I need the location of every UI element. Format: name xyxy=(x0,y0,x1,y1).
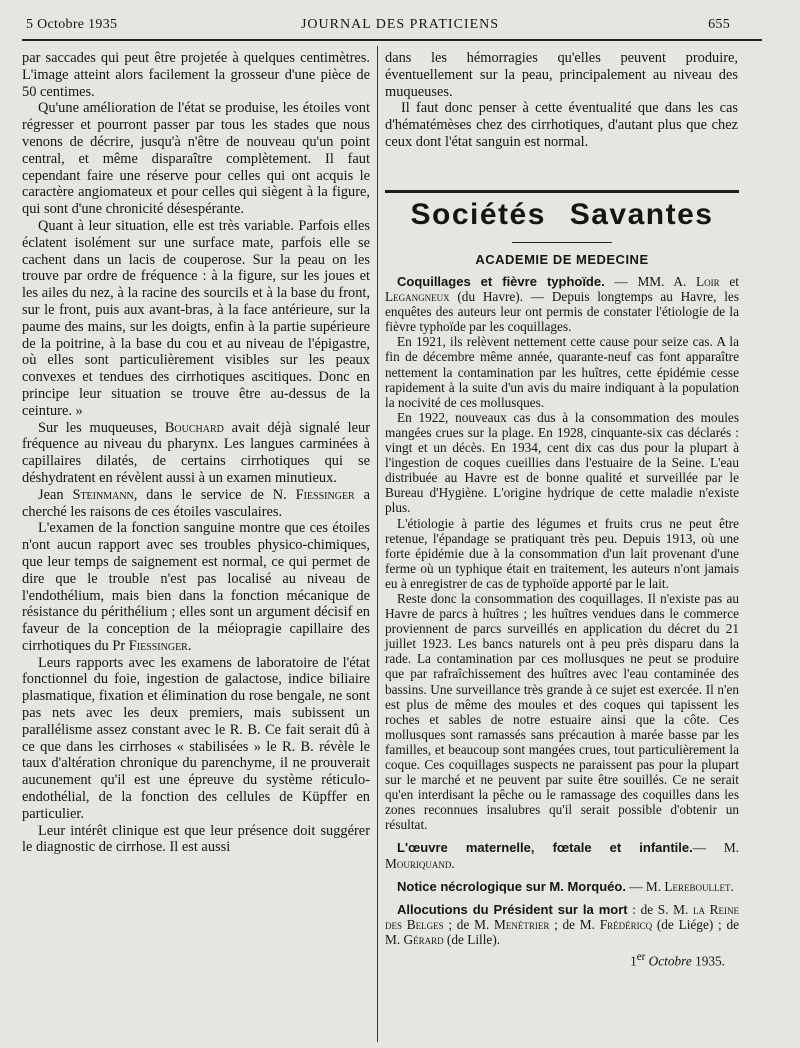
paragraph xyxy=(22,520,370,654)
item-title: Notice nécrologique sur M. Morquéo. xyxy=(397,878,626,894)
date-superscript: er xyxy=(636,951,646,964)
section-separator xyxy=(385,190,739,193)
author-name: Steinmann xyxy=(72,486,134,503)
author-name: Loir xyxy=(696,274,720,289)
paragraph: par saccades qui peut être projetée à quelques centimètres. L'image atteint alors facilement la grosseur d'une pièce de 50 centimes. xyxy=(22,50,370,100)
text-run: (de Lille). xyxy=(443,931,501,947)
header-rule xyxy=(22,39,762,41)
item-text xyxy=(385,840,739,870)
paragraph: Qu'une amélioration de l'état se produise, les étoiles vont régresser et pourront passer par tous les stades que nous venons de décrire, jusqu'à n'être de nouveau qu'un point central, et même disparaître complètement. Il faut cependant faire une réserve pour celles qui ont acquis le caractère angiomateux et pour celles qui siègent à la figure, qui sont d'une chronicité désespérante. xyxy=(22,100,370,218)
author-name: Lereboullet xyxy=(664,878,731,894)
text-run: . xyxy=(730,878,734,894)
paragraph: Leurs rapports avec les examens de laboratoire de l'état fonctionnel du foie, ingestion de galactose, indice biliaire plasmatique, fixation et élimination du rose bengale, ne sont pas nets avec les deux premiers, mais subissent un parallélisme assez constant avec le R. B. Ce fait serait dû à ce que dans les cirrhoses « stabilisées » le R. B. révèle le taux d'altération chronique du parenchyme, il ne prouverait aucunement qu'il est une épreuve du système réticulo-endothélial, de la fonction des cellules de Küpffer en particulier. xyxy=(22,654,370,822)
text-run: , dans le service de N. xyxy=(133,486,296,503)
report-item xyxy=(385,840,739,870)
item-title: L'œuvre maternelle, fœtale et infantile. xyxy=(397,840,693,856)
author-name: Bouchard xyxy=(164,419,224,436)
date-year: 1935. xyxy=(695,953,725,969)
header-journal-title: JOURNAL DES PRATICIENS xyxy=(300,17,500,32)
item-text xyxy=(385,879,739,894)
text-run: ; de M. xyxy=(443,916,494,932)
header-date: 5 Octobre 1935 xyxy=(26,17,118,32)
person-name: la Reine des Belges xyxy=(385,901,740,932)
item-text xyxy=(385,902,739,947)
text-run: (du Havre). — Depuis longtemps au Havre, les enquêtes des auteurs leur ont permis de constater l'étiologie de la fièvre typhoïde par les coquillages. xyxy=(385,289,739,335)
person-name: Frédéricq xyxy=(599,916,653,932)
paragraph xyxy=(22,487,370,521)
date-day: 1 xyxy=(630,953,637,969)
paragraph: Il faut donc penser à cette éventualité que dans les cas d'hématémèses chez des cirrhotiques, d'autant plus que chez ceux dont l'état sanguin est normal. xyxy=(385,100,738,150)
title-abbrev: Pr xyxy=(112,637,126,654)
title-underline xyxy=(512,242,612,243)
text-run: — MM. A. xyxy=(604,274,697,289)
paragraph: L'étiologie à partie des légumes et fruits crus ne peut être retenue, l'épandage se pratiquant très peu. Depuis 1913, où une forte épidémie due à la consommation d'un lait provenant d'une ferme où un typhique était en traitement, les auteurs n'ont jamais eu à enregistrer de cas de typhoïde apporté par le lait. xyxy=(385,515,739,591)
date-month: Octobre xyxy=(648,953,692,969)
person-name: Gérard xyxy=(403,931,444,947)
person-name: Menétrier xyxy=(494,916,550,932)
text-run: . xyxy=(187,637,192,654)
paragraph: En 1921, ils relèvent nettement cette cause pour seize cas. A la fin de décembre même année, quarante-neuf cas font apparaître nettement la contamination par les huîtres, cette épidémie cesse rapidement à la suite d'un avis du maire indiquant à la population la nocivité de ces mollusques. xyxy=(385,334,739,410)
text-run: et xyxy=(719,274,739,289)
text-run: Jean xyxy=(38,486,73,503)
paragraph: En 1922, nouveaux cas dus à la consommation des moules mangées crues sur la plage. En 1928, cinquante-six cas déclarés : vingt et un décès. En 1934, cent dix cas dus pour la plupart à l'ingestion de coques cueillies dans l'estuaire de la Seine. L'eau distribuée au Havre est de bonne qualité et surveillée par le Bureau d'Hygiène. L'origine hydrique de cette maladie n'existe plus. xyxy=(385,409,739,516)
paragraph: Leur intérêt clinique est que leur présence doit suggérer le diagnostic de cirrhose. Il est aussi xyxy=(22,822,370,856)
paragraph xyxy=(22,420,370,487)
text-run: Sur les muqueuses, xyxy=(38,419,165,436)
author-name: Fiessinger xyxy=(128,637,188,654)
report-date xyxy=(385,950,739,969)
paragraph: Quant à leur situation, elle est très variable. Parfois elles éclatent isolément sur une surface mate, parfois elle se cachent dans un lacis de couperose. Sur la peau on les trouve par ordre de fréquence : à la figure, sur les joues et les ailes du nez, à la racine des sourcils et à la base du front, sur le front, puis aux avant-bras, à la face antérieure, sur la paume des mains, sur les doigts, enfin à la partie supérieure de la poitrine, à la base du cou et au niveau de l'épigastre, où elles sont particulièrement visibles sur les peaux convexes et tendues des cirrhotiques ascitiques. Donc en principe leur situation se trouve être au-dessus de la ceinture. » xyxy=(22,217,370,419)
text-run: . xyxy=(451,855,455,871)
right-column-continuation xyxy=(385,50,738,151)
author-name: Legangneux xyxy=(385,289,450,305)
paragraph: Reste donc la consommation des coquillages. Il n'existe pas au Havre de parcs à huîtres ; les huîtres vendues dans le commerce proviennent de parcs surveillés en application du décret du 21 juillet 1923. Les bancs naturels ont à peu près disparu dans la rade. La contamination par ces mollusques ne peut se produire que par rafraîchissement des huîtres avec l'eau contaminée des bassins. Une surveillance très grande à ce sujet est exercée. Il n'en est plus de même des moules et des coques qui tapissent les roches et sables de notre estuaire ainsi que la côte. Ces mollusques sont ramassés sans précaution à marée basse par les familles, et beaucoup sont mangées crues, tout particulièrement la coque. Ces coquillages suspects ne paraissent pas pour la plupart sur le marché et ne peuvent par suite être souillés. Ce ne serait qu'en interdisant la pêche ou le ramassage des coquilles dans les zones reconnues insalubres qu'il serait possible d'obtenir un résultat. xyxy=(385,590,739,833)
article-title: Coquillages et fièvre typhoïde. xyxy=(397,274,605,289)
text-run: — M. xyxy=(625,878,665,894)
section-title: Sociétés Savantes xyxy=(410,198,714,231)
report-item xyxy=(385,879,739,894)
report-item xyxy=(385,902,739,947)
column-divider xyxy=(377,46,378,1042)
text-run: : de S. M. xyxy=(627,901,693,917)
author-name: Fiessinger xyxy=(295,486,355,503)
paragraph: dans les hémorragies qu'elles peuvent produire, éventuellement sur la peau, principalement au niveau des muqueuses. xyxy=(385,50,738,100)
header-page-number: 655 xyxy=(708,17,730,32)
text-run: a cherché les raisons de ces étoiles vasculaires. xyxy=(22,486,370,520)
article-lead xyxy=(385,274,739,334)
author-name: Mouriquand xyxy=(385,855,452,871)
subsection-title: ACADEMIE DE MEDECINE xyxy=(475,252,649,267)
item-title: Allocutions du Président sur la mort xyxy=(397,901,628,917)
running-header xyxy=(0,0,800,44)
text-run: avait déjà signalé leur fréquence au niveau du pharynx. Les langues carminées à capillaires dilatés, de certains cirrhotiques qui se déshydratent en révèlent aussi à un examen minutieux. xyxy=(22,419,370,486)
text-run: L'examen de la fonction sanguine montre que ces étoiles n'ont aucun rapport avec ses troubles physico-chimiques, que leur temps de saignement est normal, ce qui permet de dire que le trouble n'est pas localisé au niveau de l'endothélium, mais bien dans la fonction mécanique de résistance du périthélium ; elles sont un argument décisif en faveur de la conception de la méiopragie capillaire des cirrhotiques du xyxy=(22,520,370,654)
left-column xyxy=(22,50,370,856)
academie-report xyxy=(385,274,739,969)
text-run: (de Liége) ; de M. xyxy=(385,916,739,947)
text-run: — M. xyxy=(692,840,739,856)
text-run: ; de M. xyxy=(549,916,600,932)
